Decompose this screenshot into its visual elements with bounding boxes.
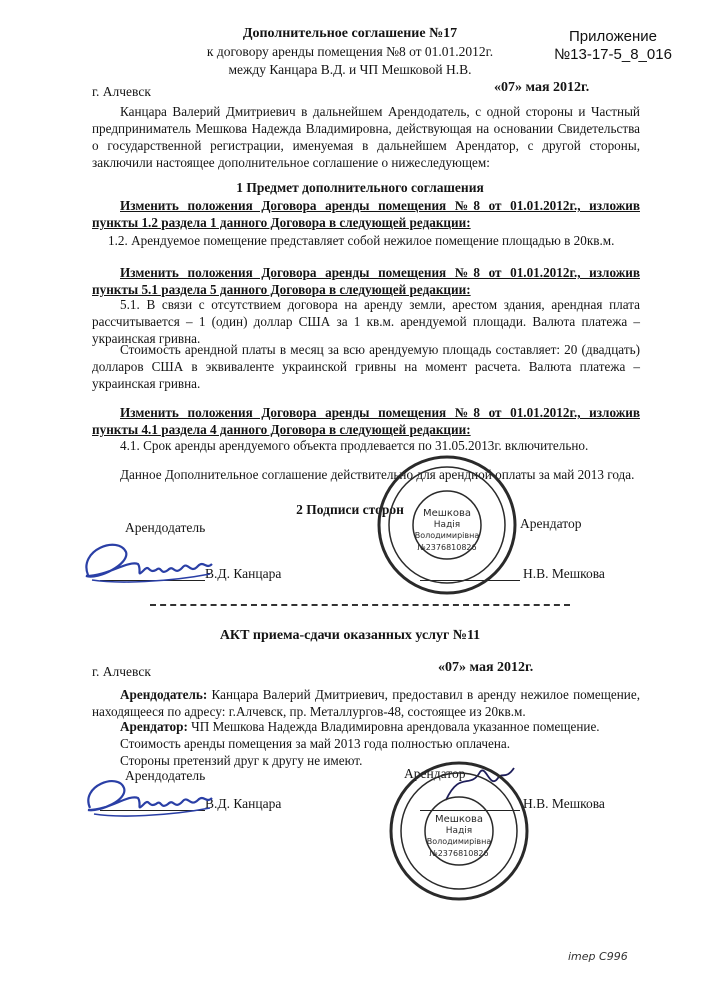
footnote: imep C996 <box>568 950 628 963</box>
act-lessee-label-sign: Арендатор <box>404 766 466 781</box>
act-title: АКТ приема-сдачи оказанных услуг №11 <box>219 628 481 643</box>
section-2-title: 2 Подписи сторон <box>296 502 404 517</box>
appendix-label <box>528 28 698 64</box>
act-lessee-name: Н.В. Мешкова <box>523 796 605 811</box>
act-lessor-text: Канцара Валерий Дмитриевич, предоставил в аренду нежилое помещение, находящееся по адресу: г.Алчевск, пр. Металлургов-48, состоящее из 20кв.м. <box>92 687 640 719</box>
appendix-line2: №13-17-5_8_016 <box>554 46 672 63</box>
stamp-line-3: Володимирівна <box>414 531 480 540</box>
lessor-signature-icon <box>78 530 218 590</box>
act-lessor-label: Арендодатель: <box>120 687 208 702</box>
lessee-name: Н.В. Мешкова <box>523 566 605 581</box>
appendix-line1: Приложение <box>569 28 657 45</box>
agreement-subtitle-2: между Канцара В.Д. и ЧП Мешковой Н.В. <box>228 62 472 77</box>
change-3: Изменить положения Договора аренды помещения №8 от 01.01.2012г., изложив пункты 4.1 раздела 4 данного Договора в следующей редакции: <box>92 405 640 437</box>
agreement-subtitle-1: к договору аренды помещения №8 от 01.01.2012г. <box>206 44 494 59</box>
stamp-icon <box>376 454 518 596</box>
act-stamp-icon <box>388 760 530 902</box>
act-date: «07» мая 2012г. <box>438 660 534 675</box>
stamp-line-1: Мешкова <box>422 508 472 519</box>
rent-cost: Стоимость арендной платы в месяц за всю арендуемую площадь составляет: 20 (двадцать) долларов США в эквиваленте украинской гривны на момент расчета. Валюта платежа – украинская гривна. <box>92 342 640 391</box>
lessee-label: Арендатор <box>520 516 582 531</box>
act-stamp-line-1: Мешкова <box>434 814 484 825</box>
clause-4-1: 4.1. Срок аренды арендуемого объекта продлевается по 31.05.2013г. включительно. <box>120 438 589 453</box>
stamp-line-4: №2376810826 <box>417 543 477 552</box>
act-lessee-label: Арендатор: <box>120 719 188 734</box>
act-lessor-signature-icon <box>78 768 218 823</box>
change-2: Изменить положения Договора аренды помещения №8 от 01.01.2012г., изложив пункты 5.1 раздела 5 данного Договора в следующей редакции: <box>92 265 640 297</box>
change-1: Изменить положения Договора аренды помещения №8 от 01.01.2012г., изложив пункты 1.2 раздела 1 данного Договора в следующей редакции: <box>92 198 640 230</box>
agreement-date: «07» мая 2012г. <box>494 80 590 95</box>
act-lessee-text: ЧП Мешкова Надежда Владимировна арендовала указанное помещение. <box>187 719 600 734</box>
stamp-line-2: Надія <box>433 520 461 530</box>
act-no-claims: Стороны претензий друг к другу не имеют. <box>120 753 363 768</box>
act-city: г. Алчевск <box>92 664 151 679</box>
lessor-label: Арендодатель <box>125 520 206 535</box>
act-lessor-name: В.Д. Канцара <box>205 796 282 811</box>
section-1-title: 1 Предмет дополнительного соглашения <box>236 180 484 195</box>
act-lessee-paragraph <box>92 718 640 735</box>
agreement-city: г. Алчевск <box>92 84 151 99</box>
act-lessor-label-sign: Арендодатель <box>125 768 206 783</box>
act-stamp-line-2: Надія <box>445 826 473 836</box>
clause-1-2: 1.2. Арендуемое помещение представляет собой нежилое помещение площадью в 20кв.м. <box>108 233 615 248</box>
separator-line <box>150 604 570 606</box>
lessor-name: В.Д. Канцара <box>205 566 282 581</box>
validity-note: Данное Дополнительное соглашение действительно для арендной оплаты за май 2013 года. <box>120 467 635 482</box>
agreement-title: Дополнительное соглашение №17 <box>242 26 458 41</box>
act-stamp-line-4: №2376810826 <box>429 849 489 858</box>
act-paid: Стоимость аренды помещения за май 2013 года полностью оплачена. <box>120 736 511 751</box>
act-stamp-line-3: Володимирівна <box>426 837 492 846</box>
act-lessor-paragraph <box>92 686 640 720</box>
clause-5-1: 5.1. В связи с отсутствием договора на аренду земли, арестом здания, арендная плата рассчитывается – 1 (один) доллар США за 1 кв.м. арендуемой площади. Валюта платежа – украинская гривна. <box>92 297 640 346</box>
intro-paragraph: Канцара Валерий Дмитриевич в дальнейшем Арендодатель, с одной стороны и Частный предприниматель Мешкова Надежда Владимировна, действующая на основании Свидетельства о государственной регистрации, именуемая в дальнейшем Арендатор, с другой стороны, заключили настоящее дополнительное соглашение о нижеследующем: <box>92 104 640 170</box>
